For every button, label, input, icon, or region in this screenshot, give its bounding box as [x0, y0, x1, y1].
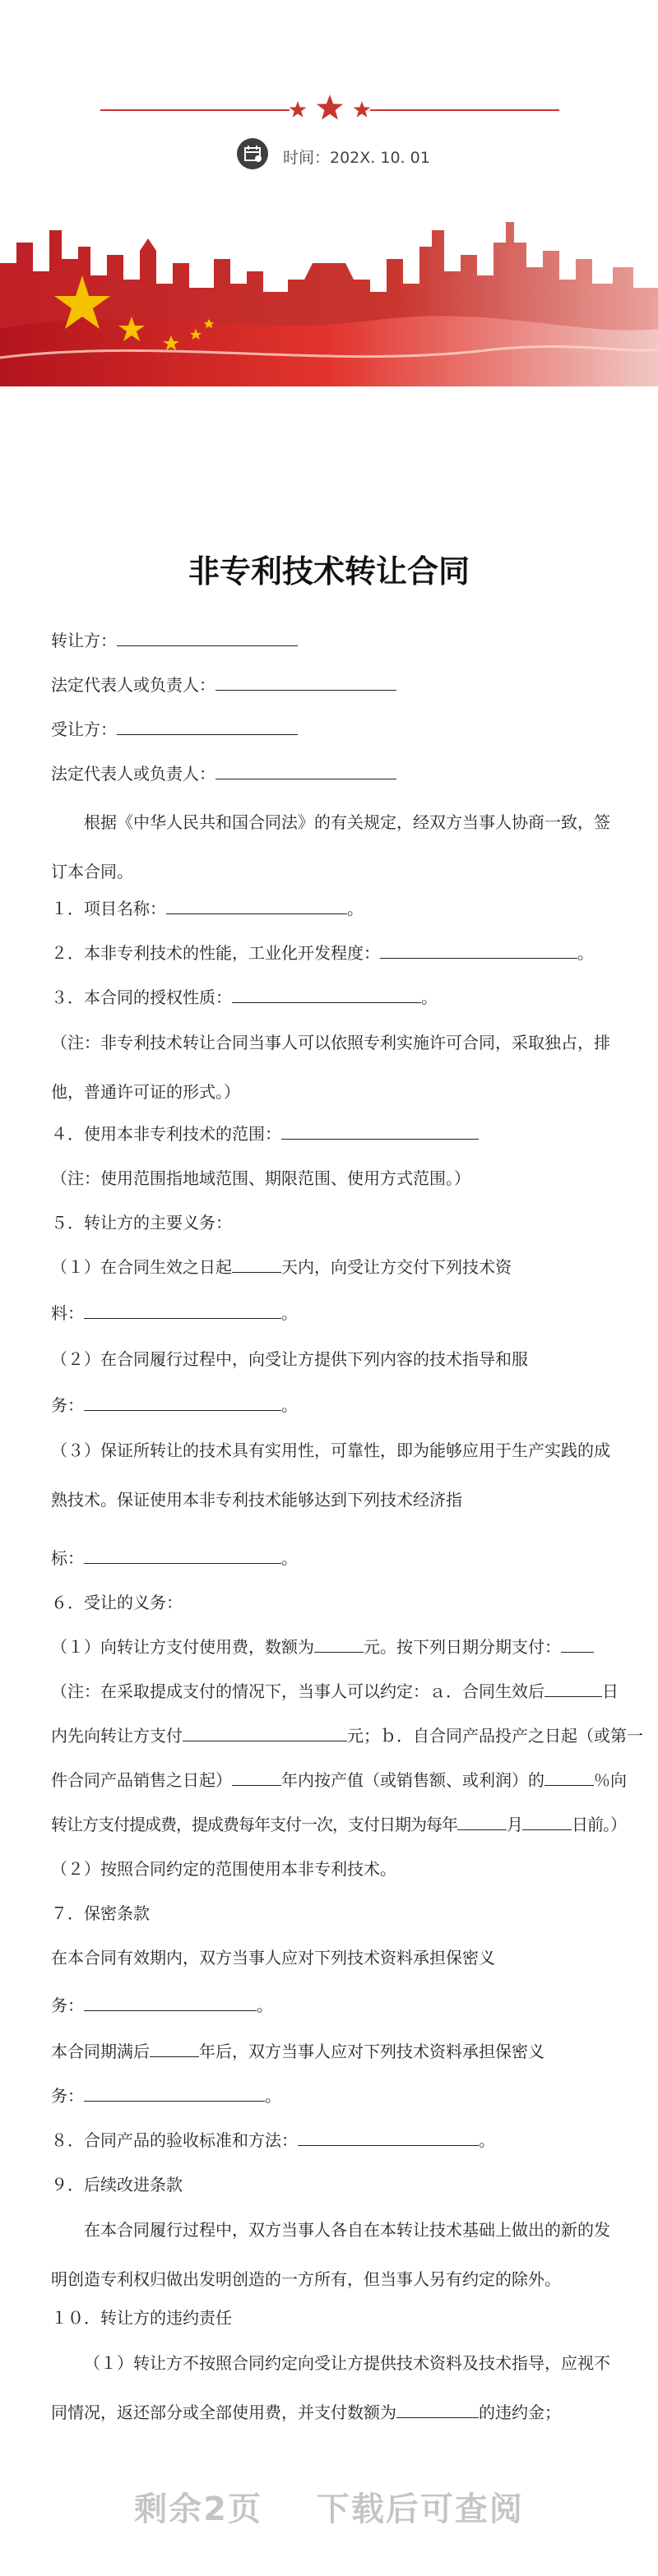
item-6-2: （２）按照合同约定的范围使用本非专利技术。: [51, 1859, 396, 1879]
item-7-2-cont: 务： 。: [51, 2086, 281, 2106]
preamble-paragraph: 根据《中华人民共和国合同法》的有关规定，经双方当事人协商一致，签订本合同。: [51, 812, 610, 881]
city-skyline-banner: [0, 214, 658, 386]
item-9: ９．后续改进条款: [51, 2175, 183, 2194]
remaining-pages-text: 剩余2页: [134, 2490, 262, 2528]
note-3-line-4: 转让方支付提成费，提成费每年支付一次，支付日期为每年 月 日前。）: [51, 1815, 626, 1834]
divider-right: [370, 109, 559, 111]
item-6: ６．受让的义务：: [51, 1593, 183, 1612]
calendar-icon: [237, 138, 268, 169]
note-3-line-2: 内先向转让方支付 元；ｂ．自合同产品投产之日起（或第一: [51, 1726, 643, 1746]
item-7-2: 本合同期满后 年后，双方当事人应对下列技术资料承担保密义: [51, 2042, 544, 2061]
header-banner: [0, 0, 658, 386]
item-10: １０．转让方的违约责任: [51, 2308, 232, 2328]
date-text: 时间：202X. 10. 01: [283, 149, 430, 167]
note-2: （注：使用范围指地域范围、期限范围、使用方式范围。）: [51, 1168, 470, 1188]
item-10-1: （１）转让方不按照合同约定向受让方提供技术资料及技术指导，应视不同情况，返还部分或全部使用费，并支付数额为 的违约金；: [51, 2353, 610, 2422]
item-5-1-cont: 料： 。: [51, 1303, 298, 1323]
item-3: ３．本合同的授权性质： 。: [51, 987, 438, 1007]
item-5-2: （２）在合同履行过程中，向受让方提供下列内容的技术指导和服: [51, 1349, 528, 1369]
item-7: ７．保密条款: [51, 1903, 150, 1923]
item-2: ２．本非专利技术的性能，工业化开发程度： 。: [51, 943, 594, 963]
divider-left: [100, 109, 290, 111]
item-1: １．项目名称： 。: [51, 899, 364, 918]
item-5-2-cont: 务： 。: [51, 1395, 298, 1415]
item-4: ４．使用本非专利技术的范围：: [51, 1122, 610, 1146]
item-7-1: 在本合同有效期内，双方当事人应对下列技术资料承担保密义: [51, 1948, 495, 1968]
transferor-rep-line: 法定代表人或负责人：: [51, 673, 610, 697]
note-3-line-1: （注：在采取提成支付的情况下，当事人可以约定：ａ．合同生效后 日: [51, 1681, 619, 1701]
item-9-1: 在本合同履行过程中，双方当事人各自在本转让技术基础上做出的新的发明创造专利权归做出发明创造的一方所有，但当事人另有约定的除外。: [51, 2220, 610, 2289]
transferee-line: 受让方：: [51, 717, 610, 742]
star-icon: [317, 95, 343, 120]
download-to-view-text[interactable]: 下载后可查阅: [316, 2490, 524, 2528]
download-prompt[interactable]: [0, 2483, 658, 2530]
star-icon: [290, 101, 306, 118]
item-7-1-cont: 务： 。: [51, 1996, 273, 2015]
note-3-line-3: 件合同产品销售之日起） 年内按产值（或销售额、或利润）的 ％向: [51, 1770, 627, 1790]
item-8: ８．合同产品的验收标准和方法： 。: [51, 2130, 495, 2150]
document-title: 非专利技术转让合同: [188, 553, 470, 590]
star-icon: [354, 101, 370, 118]
item-5-1: （１）在合同生效之日起 天内，向受让方交付下列技术资: [51, 1257, 512, 1277]
stars-ornament: [290, 90, 370, 128]
item-5: ５．转让方的主要义务：: [51, 1213, 232, 1233]
transferee-rep-line: 法定代表人或负责人：: [51, 761, 610, 786]
note-1: （注：非专利技术转让合同当事人可以依照专利实施许可合同，采取独占，排他，普通许可证的形式。）: [51, 1033, 610, 1102]
item-5-3-cont: 标： 。: [51, 1548, 298, 1568]
item-6-1: （１）向转让方支付使用费，数额为 元。按下列日期分期支付：: [51, 1635, 610, 1659]
date-row: [0, 138, 658, 171]
transferor-line: 转让方：: [51, 628, 610, 653]
item-5-3: （３）保证所转让的技术具有实用性，可靠性，即为能够应用于生产实践的成熟技术。保证使用本非专利技术能够达到下列技术经济指: [51, 1441, 610, 1510]
